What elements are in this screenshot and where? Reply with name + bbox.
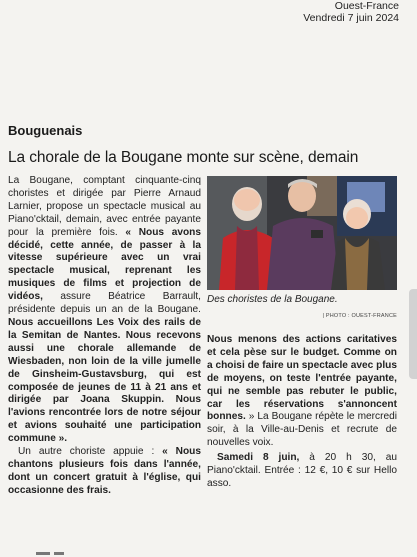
paragraph	[207, 334, 397, 450]
article-column-left	[8, 175, 201, 498]
text-run: » La Bougane répète le mercredi soir, à la Ville-au-Denis et recrute de nouvelles voix.	[207, 411, 397, 449]
event-details: à 20 h 30, au Piano'cktail. Entrée : 12 €, 10 € sur Hello asso.	[207, 452, 397, 489]
article-column-right	[207, 334, 397, 491]
quote-run: Nous menons des actions caritatives et cela pèse sur le budget. Comme on a choisi de faire un spectacle avec plus de moyens, on teste l'entrée payante, qui ne semble pas rebuter le public, car les réservations s'annoncent bonnes.	[207, 334, 397, 423]
quote-run: « Nous avons décidé, cette année, de passer à la vitesse supérieure avec un vrai spectacle musical, reprenant les musiques de films et projection de vidéos,	[8, 226, 201, 303]
paragraph	[8, 446, 201, 498]
masthead	[303, 0, 399, 24]
paragraph	[207, 452, 397, 491]
publication-date: Vendredi 7 juin 2024	[303, 12, 399, 24]
text-run: La Bougane, comptant cinquante-cinq choristes et dirigée par Pierre Arnaud Larnier, propose un spectacle musical au Piano'cktail, demain, avec entrée payante pour la première fois.	[8, 175, 201, 238]
quote-run: « Nous chantons plusieurs fois dans l'année, dont un concert gratuit à l'église, qui occasionne des frais.	[8, 446, 201, 496]
text-run: assure Béatrice Barrault, présidente depuis un an de la Bougane.	[8, 291, 201, 316]
article-headline: La chorale de la Bougane monte sur scène, demain	[8, 149, 359, 166]
footer-mark-icon	[36, 549, 76, 557]
photo-credit: | PHOTO : OUEST-FRANCE	[322, 313, 397, 319]
quote-run: Nous accueillons Les Voix des rails de la Semitan de Nantes. Nous recevons aussi une chorale allemande de Wiesbaden, non loin de la ville jumelle de Ginsheim-Gustavsburg, qui est composée de jeunes de 11 à 21 ans et dirigée par Joana Skuppin. Nous l'avions rencontrée lors de notre séjour et avions souhaité une participation commune ».	[8, 316, 201, 445]
choristers-photo	[207, 176, 397, 290]
text-run: Un autre choriste appuie :	[18, 446, 163, 458]
event-date: Samedi 8 juin,	[217, 452, 300, 464]
scroll-handle[interactable]	[409, 289, 417, 379]
paragraph	[8, 175, 201, 446]
photo-caption: Des choristes de la Bougane.	[207, 294, 338, 305]
newspaper-name: Ouest-France	[334, 0, 399, 12]
article-photo	[207, 176, 397, 290]
section-title: Bouguenais	[8, 123, 83, 138]
